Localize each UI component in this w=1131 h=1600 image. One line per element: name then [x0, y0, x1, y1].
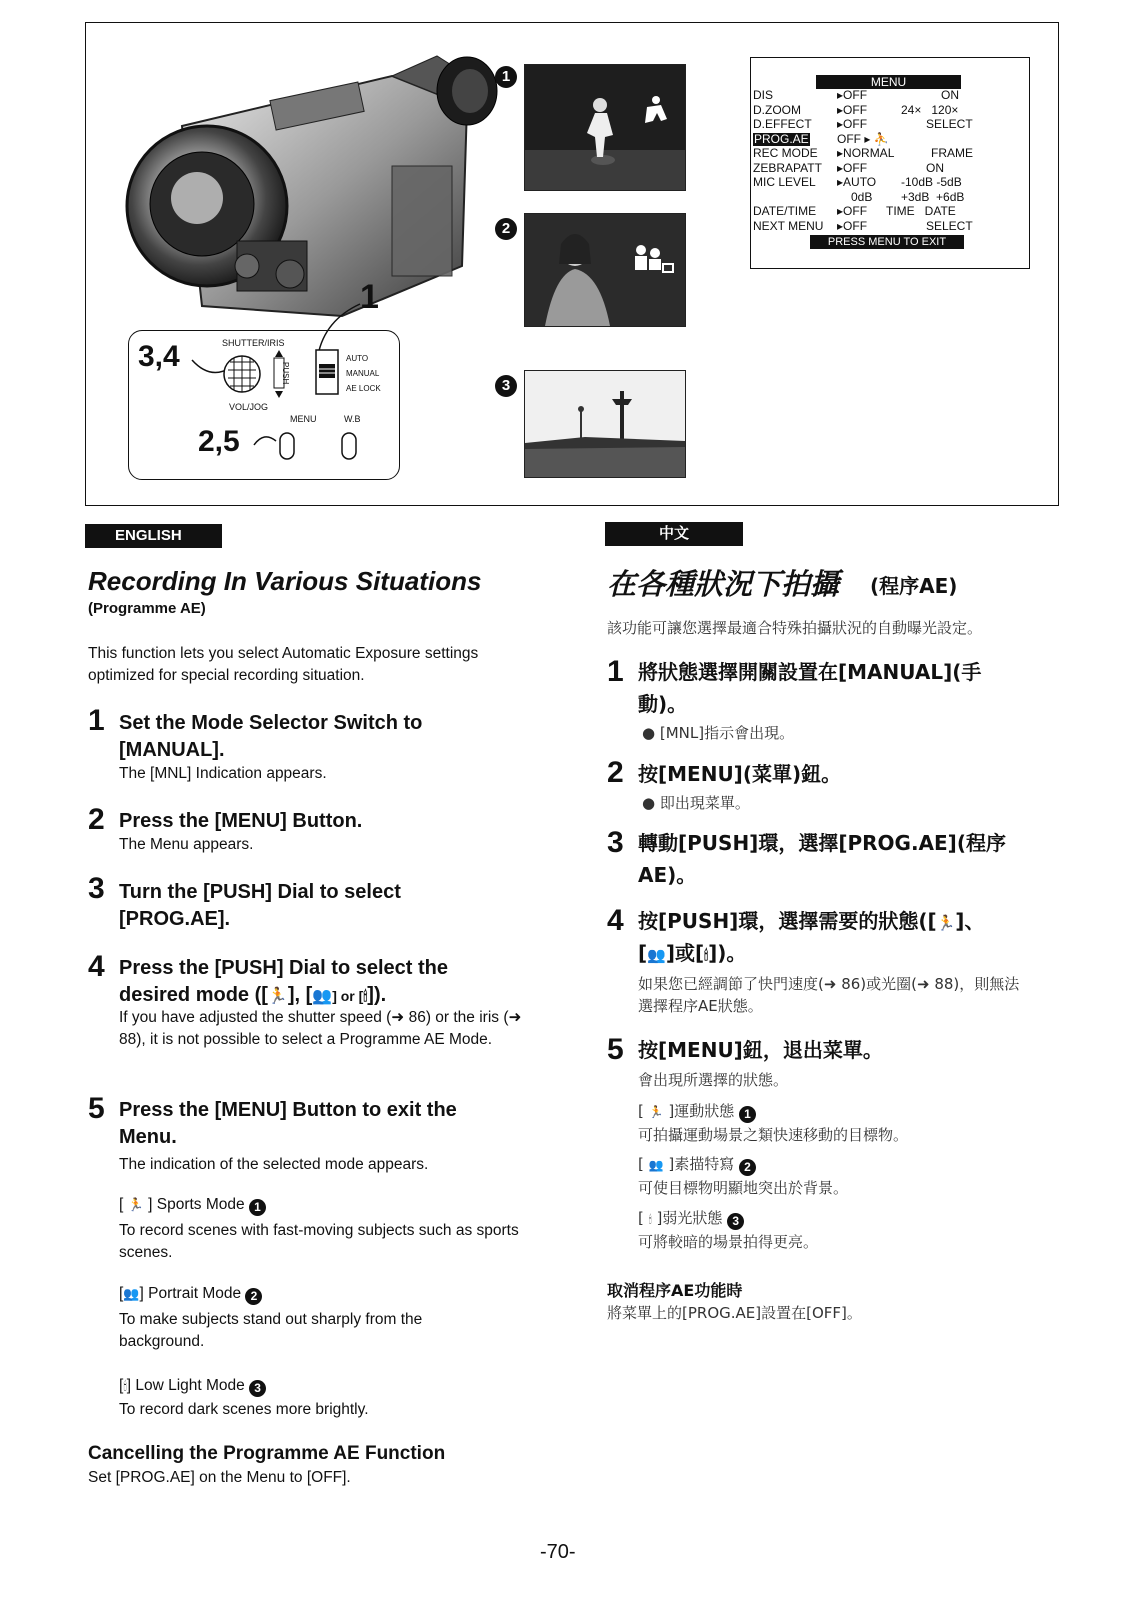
menu-row-options: ON: [941, 88, 959, 102]
ae-lock-position-label: AE LOCK: [346, 384, 381, 393]
english-step-1-number: 1: [88, 704, 105, 737]
portrait-mode-icon: 👥: [123, 1286, 140, 1301]
step-4-heading-part: ]).: [367, 984, 387, 1006]
mode-circle-number: 1: [249, 1199, 266, 1216]
menu-row-options: SELECT: [926, 218, 973, 233]
english-low-light-mode-heading: [🕯] Low Light Mode 3: [119, 1377, 266, 1397]
menu-row-label: PROG.AE: [754, 131, 809, 146]
menu-row-value: ▸OFF: [837, 117, 868, 131]
chinese-step-1-line2: 動)。: [638, 692, 688, 716]
mode-name: ]素描特寫: [668, 1155, 735, 1173]
chinese-sports-mode-heading: [ 🏃 ]運動狀態 1: [638, 1100, 756, 1123]
chinese-section-bar: 中文: [605, 522, 743, 546]
english-step-4-number: 4: [88, 950, 105, 983]
chinese-step-1-bullet: ● [MNL]指示會出現。: [642, 724, 795, 742]
mode-circle-number: 3: [249, 1380, 266, 1397]
menu-screen: [750, 57, 1030, 269]
chinese-step-5-note: 會出現所選擇的狀態。: [638, 1071, 789, 1089]
menu-row-options: TIME DATE: [886, 204, 956, 218]
menu-button-icon[interactable]: [250, 425, 370, 465]
mode-selector-switch-icon[interactable]: [314, 348, 344, 398]
english-low-light-mode-desc: To record dark scenes more brightly.: [119, 1401, 369, 1418]
mode-circle-number: 3: [727, 1213, 744, 1230]
portrait-mode-icon: 👥: [648, 1158, 664, 1172]
bullet-text: [MNL]指示會出現。: [659, 724, 795, 742]
english-step-3-number: 3: [88, 872, 105, 905]
sports-mode-photo: [524, 64, 686, 191]
portrait-mode-icon: 👥: [647, 946, 666, 964]
chinese-low-light-mode-desc: 可將較暗的場景拍得更亮。: [638, 1233, 819, 1251]
mode-circle-number: 2: [739, 1159, 756, 1176]
portrait-mode-photo: [524, 213, 686, 327]
menu-row-label: MIC LEVEL: [753, 175, 816, 189]
chinese-title: 在各種狀況下拍攝: [607, 567, 840, 601]
english-section-bar: ENGLISH: [85, 524, 222, 548]
english-portrait-mode-desc: To make subjects stand out sharply from the background.: [119, 1311, 423, 1350]
english-step-5-number: 5: [88, 1092, 105, 1125]
english-title: Recording In Various Situations: [88, 566, 482, 596]
english-step-5-note: The indication of the selected mode appears.: [119, 1156, 429, 1173]
mode-circle-number: 1: [739, 1106, 756, 1123]
step-4-heading-part: ]或[: [665, 941, 705, 965]
step-4-heading-part: ])。: [708, 941, 747, 965]
chinese-step-4-number: 4: [607, 904, 624, 937]
step-label-3-4: 3,4: [138, 340, 180, 373]
mode-name: Portrait Mode: [148, 1285, 242, 1302]
low-light-mode-icon: 🕯: [648, 1213, 652, 1226]
shutter-iris-label: SHUTTER/IRIS: [222, 338, 285, 348]
menu-row-label: DATE/TIME: [753, 204, 817, 218]
chinese-step-3-line1: 轉動[PUSH]環，選擇[PROG.AE](程序: [638, 831, 1006, 855]
camcorder-illustration: [92, 36, 512, 336]
english-step-3-heading: Turn the [PUSH] Dial to select [PROG.AE].: [119, 881, 401, 930]
low-light-mode-icon: 🕯: [704, 948, 709, 964]
sports-mode-icon: 🏃: [267, 988, 288, 1005]
chinese-step-5-number: 5: [607, 1033, 624, 1066]
english-step-2-note: The Menu appears.: [119, 836, 254, 853]
menu-row-options: FRAME: [931, 146, 973, 160]
english-step-4-heading-line1: Press the [PUSH] Dial to select the: [119, 957, 448, 979]
chinese-low-light-mode-heading: [ 🕯 ]弱光狀態 3: [638, 1207, 744, 1231]
english-step-4-heading-line2: [119, 982, 386, 1010]
menu-row-options: SELECT: [926, 117, 973, 131]
low-light-mode-icon: 🕯: [363, 988, 368, 1004]
vol-jog-label: VOL/JOG: [229, 402, 269, 412]
menu-row-options: -10dB -5dB: [901, 175, 962, 189]
chinese-step-2-number: 2: [607, 756, 624, 789]
menu-row-value: ▸OFF: [837, 102, 868, 117]
chinese-step-4-note: 如果您已經調節了快門速度(➜ 86)或光圈(➜ 88)，則無法選擇程序AE狀態。: [638, 975, 1020, 1015]
mode-name: Sports Mode: [156, 1196, 245, 1213]
chinese-intro: 該功能可讓您選擇最適合特殊拍攝狀況的自動曝光設定。: [607, 619, 983, 637]
menu-row-value: ▸AUTO: [837, 175, 877, 189]
low-light-mode-photo: [524, 370, 686, 478]
menu-row-label: DIS: [753, 88, 774, 102]
menu-row-options: 24× 120×: [901, 102, 959, 117]
mode-name: ]弱光狀態: [656, 1209, 723, 1227]
english-step-2-heading: Press the [MENU] Button.: [119, 810, 363, 832]
mode-circle-number: 2: [245, 1288, 262, 1305]
chinese-step-2-line1: 按[MENU](菜單)鈕。: [638, 762, 842, 786]
sports-mode-icon: 🏃: [127, 1197, 144, 1212]
menu-row-value: 0dB: [851, 189, 873, 204]
menu-row-label: NEXT MENU: [753, 218, 824, 233]
chinese-step-1-number: 1: [607, 655, 624, 688]
chinese-subtitle: (程序AE): [870, 574, 958, 598]
english-cancel-heading: Cancelling the Programme AE Function: [88, 1443, 446, 1464]
chinese-portrait-mode-desc: 可使目標物明顯地突出於背景。: [638, 1179, 849, 1197]
menu-row-options: ON: [926, 160, 944, 175]
english-step-1-heading: Set the Mode Selector Switch to [MANUAL].: [119, 712, 423, 761]
menu-button-label: MENU: [290, 414, 317, 424]
chinese-step-3-number: 3: [607, 826, 624, 859]
step-4-heading-part: 按[PUSH]環，選擇需要的狀態([: [638, 909, 937, 933]
portrait-mode-icon: 👥: [312, 988, 333, 1005]
step-4-heading-part: [: [638, 941, 648, 965]
menu-row-label: D.EFFECT: [753, 117, 812, 131]
menu-title: MENU: [816, 75, 961, 89]
chinese-step-1-line1: 將狀態選擇開關設置在[MANUAL](手: [638, 660, 982, 684]
push-label: PUSH: [281, 362, 290, 385]
chinese-cancel-text: 將菜單上的[PROG.AE]設置在[OFF]。: [607, 1304, 862, 1322]
menu-row-label: D.ZOOM: [753, 102, 801, 117]
chinese-step-5-line1: 按[MENU]鈕，退出菜單。: [638, 1038, 883, 1062]
english-sports-mode-heading: [ 🏃 ] Sports Mode 1: [119, 1196, 266, 1216]
menu-row-value: ▸OFF: [837, 160, 868, 175]
english-sports-mode-desc: To record scenes with fast-moving subjects such as sports scenes.: [119, 1222, 519, 1261]
menu-exit-prompt: PRESS MENU TO EXIT: [810, 235, 964, 249]
chinese-step-4-line1: [638, 905, 984, 939]
wb-button-label: W.B: [344, 414, 361, 424]
sports-mode-icon: 🏃: [648, 1105, 664, 1119]
menu-row-label: ZEBRAPATT: [753, 160, 822, 175]
menu-row-value: ▸NORMAL: [837, 146, 895, 160]
step-label-1: 1: [360, 278, 379, 316]
callout-2: 2: [495, 218, 517, 240]
english-subtitle: (Programme AE): [88, 600, 206, 617]
english-cancel-text: Set [PROG.AE] on the Menu to [OFF].: [88, 1469, 351, 1486]
chinese-sports-mode-desc: 可拍攝運動場景之類快速移動的目標物。: [638, 1126, 909, 1144]
callout-1: 1: [495, 66, 517, 88]
bullet-text: 即出現菜單。: [659, 794, 750, 812]
chinese-step-2-bullet: ● 即出現菜單。: [642, 794, 750, 812]
low-light-mode-icon: 🕯: [123, 1379, 127, 1393]
chinese-step-3-line2: AE)。: [638, 863, 697, 887]
step-4-heading-part: ] or [: [332, 988, 364, 1004]
menu-row-options: +3dB +6dB: [901, 189, 965, 204]
page-number: -70-: [540, 1541, 576, 1563]
english-step-4-note: If you have adjusted the shutter speed (➜ 86) or the iris (➜ 88), it is not possible to select a Programme AE Mode.: [119, 1009, 522, 1048]
chinese-cancel-heading: 取消程序AE功能時: [607, 1281, 743, 1300]
chinese-portrait-mode-heading: [ 👥 ]素描特寫 2: [638, 1153, 756, 1176]
callout-3: 3: [495, 375, 517, 397]
step-4-heading-part: ]、: [955, 909, 985, 933]
english-portrait-mode-heading: [👥] Portrait Mode 2: [119, 1285, 262, 1305]
manual-position-label: MANUAL: [346, 369, 380, 378]
menu-row-value: OFF ▸ ⛹: [837, 131, 896, 146]
english-intro: This function lets you select Automatic Exposure settings optimized for special recording situation.: [88, 645, 479, 684]
mode-name: Low Light Mode: [135, 1377, 245, 1394]
auto-position-label: AUTO: [346, 354, 369, 363]
menu-row-label: REC MODE: [753, 146, 818, 160]
menu-row-value: ▸OFF: [837, 204, 868, 218]
menu-row-value: ▸OFF: [837, 218, 868, 233]
menu-row-value: ▸OFF: [837, 88, 868, 102]
step-label-2-5: 2,5: [198, 425, 240, 458]
english-step-2-number: 2: [88, 803, 105, 836]
step-4-heading-part: desired mode ([: [119, 984, 268, 1006]
chinese-step-4-line2: [638, 937, 746, 972]
sports-mode-icon: 🏃: [936, 914, 956, 932]
english-step-5-heading: Press the [MENU] Button to exit the Menu.: [119, 1099, 457, 1148]
english-step-1-note: The [MNL] Indication appears.: [119, 765, 327, 782]
mode-name: ]運動狀態: [668, 1102, 735, 1120]
step-4-heading-part: ], [: [287, 984, 313, 1006]
